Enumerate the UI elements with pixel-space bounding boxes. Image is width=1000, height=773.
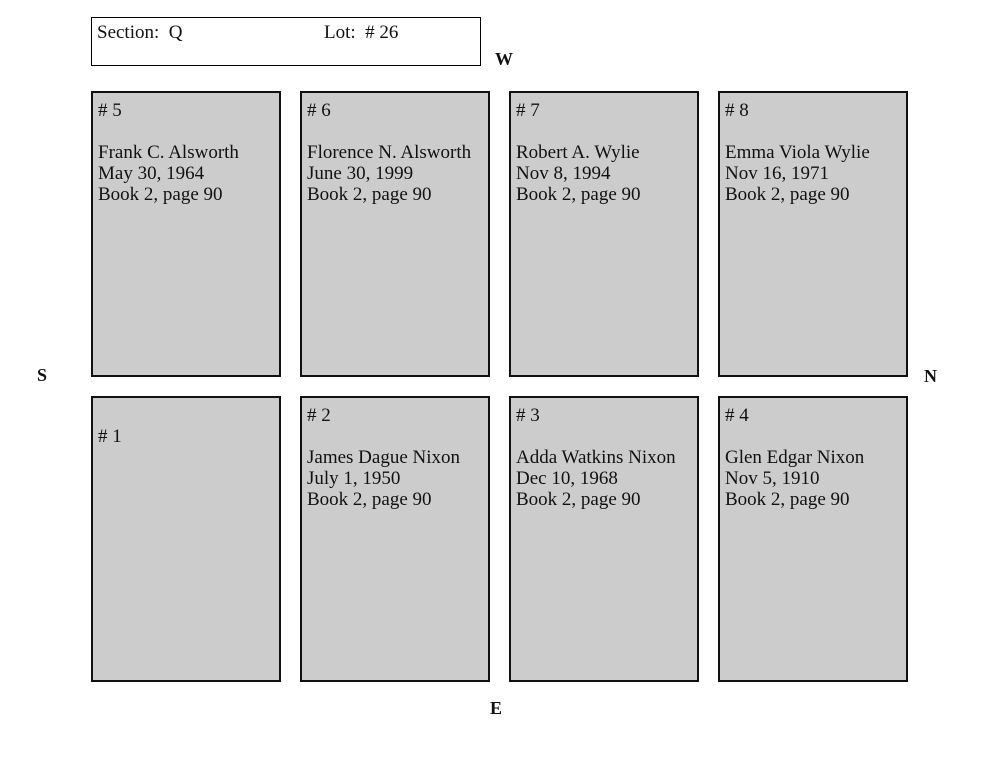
section-label: Section: Q [97,22,183,43]
plot-date: Dec 10, 1968 [516,468,618,489]
plot-book: Book 2, page 90 [98,184,223,205]
plot-2 [300,396,490,682]
plot-6 [300,91,490,377]
plot-number: # 1 [98,426,122,447]
plot-number: # 2 [307,405,331,426]
plot-3 [509,396,699,682]
plot-name: Robert A. Wylie [516,142,640,163]
plot-7 [509,91,699,377]
plot-book: Book 2, page 90 [725,184,850,205]
plot-grid [91,91,909,683]
plot-number: # 4 [725,405,749,426]
plot-number: # 6 [307,100,331,121]
plot-date: Nov 5, 1910 [725,468,820,489]
plot-name: Florence N. Alsworth [307,142,472,163]
compass-east: E [490,698,503,718]
plot-name: Frank C. Alsworth [98,142,239,163]
plot-book: Book 2, page 90 [307,184,432,205]
compass-south: S [37,365,48,385]
plot-info [516,447,676,510]
plot-1 [91,396,281,682]
plot-book: Book 2, page 90 [725,489,850,510]
plot-date: Nov 8, 1994 [516,163,611,184]
plot-8 [718,91,908,377]
plot-date: July 1, 1950 [307,468,401,489]
plot-number: # 5 [98,100,122,121]
plot-book: Book 2, page 90 [516,184,641,205]
plot-date: June 30, 1999 [307,163,414,184]
compass-north: N [924,366,937,386]
plot-info [98,142,239,205]
plot-number: # 3 [516,405,540,426]
plot-name: Adda Watkins Nixon [516,447,676,468]
plot-info [725,447,864,510]
plot-info [516,142,641,205]
plot-number: # 8 [725,100,749,121]
plot-info [307,142,471,205]
lot-label: Lot: # 26 [324,22,399,43]
plot-book: Book 2, page 90 [307,489,432,510]
compass-west: W [495,49,513,69]
section-lot-header [91,17,481,66]
plot-name: Glen Edgar Nixon [725,447,865,468]
plot-info [307,447,460,510]
plot-5 [91,91,281,377]
plot-name: James Dague Nixon [307,447,461,468]
plot-info [725,142,870,205]
plot-book: Book 2, page 90 [516,489,641,510]
plot-date: Nov 16, 1971 [725,163,829,184]
plot-name: Emma Viola Wylie [725,142,870,163]
plot-number: # 7 [516,100,540,121]
plot-4 [718,396,908,682]
plot-date: May 30, 1964 [98,163,205,184]
